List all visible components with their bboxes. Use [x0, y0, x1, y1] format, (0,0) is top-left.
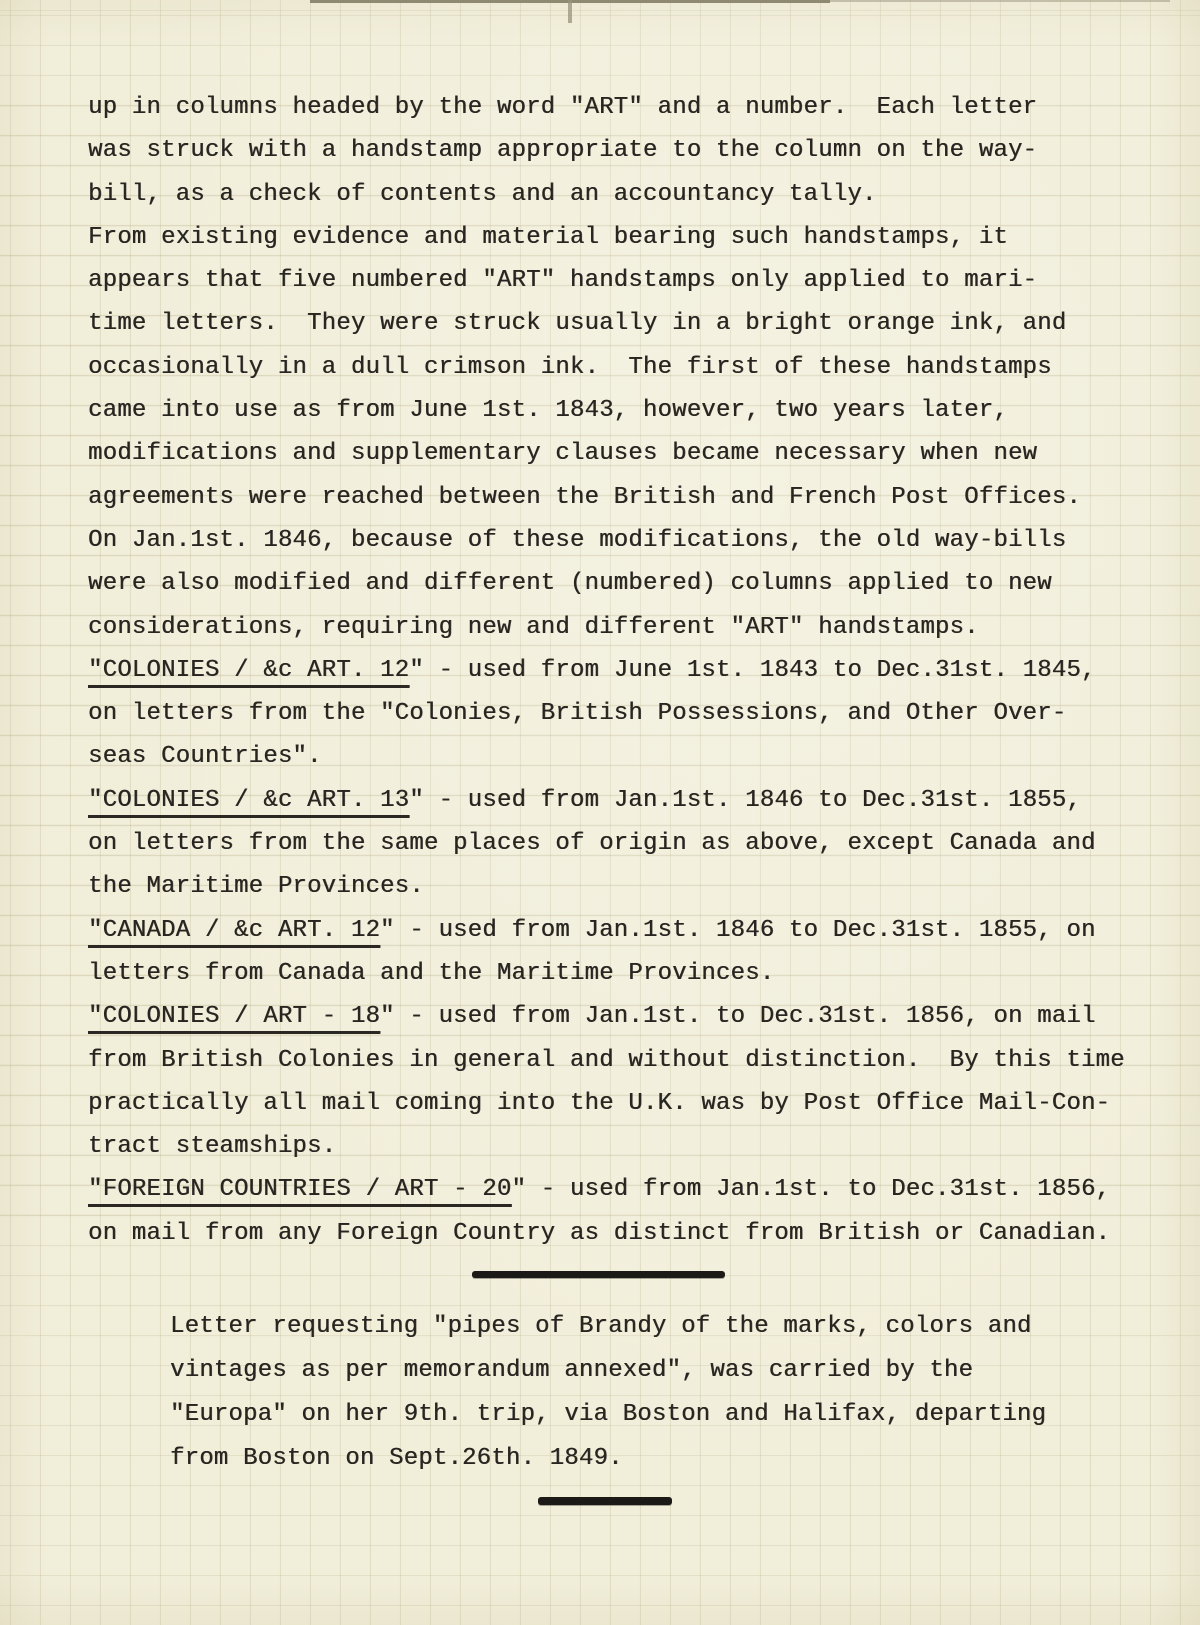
text-line: from British Colonies in general and without distinction. By this time — [88, 1046, 1125, 1074]
text-line: up in columns headed by the word "ART" and a number. Each letter — [88, 94, 1038, 121]
page-top-edge-shadow-faint — [830, 0, 1170, 2]
text-line: letters from Canada and the Maritime Provinces. — [88, 959, 775, 987]
text-line: on letters from the "Colonies, British Possessions, and Other Over- — [88, 700, 1067, 728]
text-line: from Boston on Sept.26th. 1849. — [170, 1445, 623, 1472]
text-line: the Maritime Provinces. — [88, 873, 424, 901]
text-line: seas Countries". — [88, 743, 322, 771]
text-line: modifications and supplementary clauses became necessary when new — [88, 440, 1038, 468]
text-line: On Jan.1st. 1846, because of these modifications, the old way-bills — [88, 526, 1067, 554]
text-line: agreements were reached between the British and French Post Offices. — [88, 483, 1081, 511]
text-line: time letters. They were struck usually in a bright orange ink, and — [88, 310, 1067, 338]
text-line: on mail from any Foreign Country as distinct from British or Canadian. — [88, 1219, 1111, 1247]
divider-rule-bottom — [538, 1497, 672, 1505]
page-top-edge-mark — [568, 0, 572, 23]
text-line: tract steamships. — [88, 1133, 337, 1161]
underlined-heading: "COLONIES / &c ART. 13 — [88, 786, 410, 814]
text-line: "COLONIES / &c ART. 13" - used from Jan.1st. 1846 to Dec.31st. 1855, — [88, 786, 1081, 814]
text-line: vintages as per memorandum annexed", was carried by the — [170, 1357, 974, 1384]
text-line: "COLONIES / ART - 18" - used from Jan.1st. to Dec.31st. 1856, on mail — [88, 1003, 1096, 1031]
underlined-heading: "COLONIES / ART - 18 — [88, 1003, 381, 1031]
text-line: "CANADA / &c ART. 12" - used from Jan.1st. 1846 to Dec.31st. 1855, on — [88, 916, 1096, 944]
text-line: bill, as a check of contents and an accountancy tally. — [88, 180, 877, 208]
quoted-note-paragraph — [170, 1305, 1046, 1481]
text-line: on letters from the same places of origin as above, except Canada and — [88, 830, 1096, 858]
underlined-heading: "CANADA / &c ART. 12 — [88, 916, 381, 944]
underlined-heading: "FOREIGN COUNTRIES / ART - 20 — [88, 1176, 512, 1204]
text-line: was struck with a handstamp appropriate to the column on the way- — [88, 137, 1038, 165]
text-line: came into use as from June 1st. 1843, however, two years later, — [88, 397, 1008, 425]
text-line: "Europa" on her 9th. trip, via Boston and Halifax, departing — [170, 1401, 1047, 1428]
text-line: "COLONIES / &c ART. 12" - used from June 1st. 1843 to Dec.31st. 1845, — [88, 656, 1096, 684]
body-paragraph — [88, 86, 1125, 1255]
text-line: were also modified and different (numbered) columns applied to new — [88, 570, 1052, 598]
text-line: Letter requesting "pipes of Brandy of the marks, colors and — [170, 1313, 1032, 1340]
divider-rule-top — [472, 1271, 725, 1278]
text-line: occasionally in a dull crimson ink. The first of these handstamps — [88, 353, 1052, 381]
text-line: "FOREIGN COUNTRIES / ART - 20" - used from Jan.1st. to Dec.31st. 1856, — [88, 1176, 1111, 1204]
text-line: appears that five numbered "ART" handstamps only applied to mari- — [88, 267, 1038, 295]
underlined-heading: "COLONIES / &c ART. 12 — [88, 656, 410, 684]
text-line: practically all mail coming into the U.K. was by Post Office Mail-Con- — [88, 1089, 1111, 1117]
text-line: considerations, requiring new and different "ART" handstamps. — [88, 613, 979, 641]
text-line: From existing evidence and material bearing such handstamps, it — [88, 223, 1008, 251]
